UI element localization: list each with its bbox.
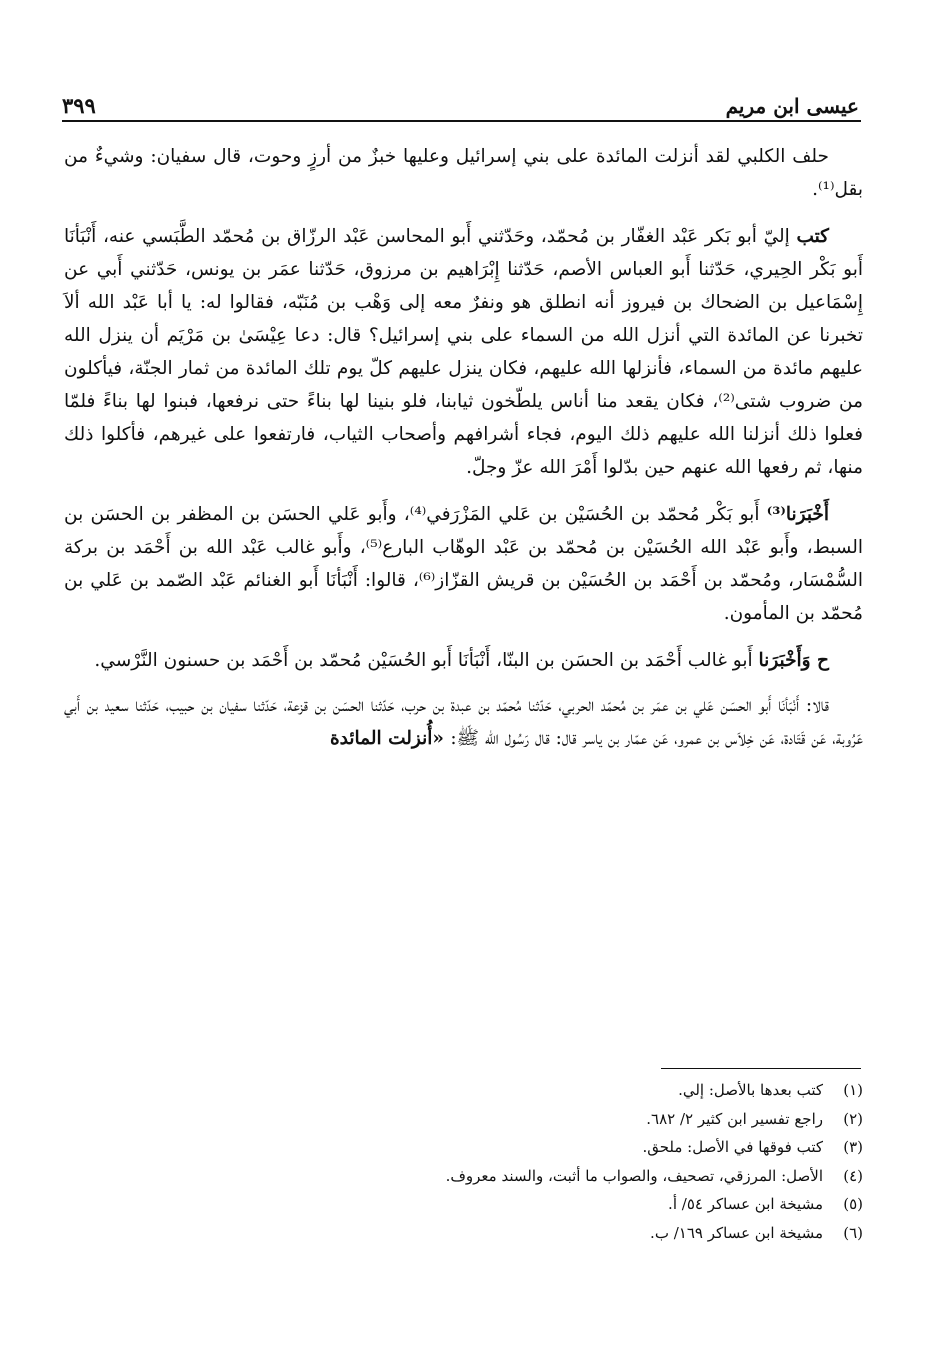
footnote-text: كتب بعدها بالأصل: إلي. — [678, 1081, 823, 1099]
footnote-mark: (٢) — [843, 1109, 863, 1128]
footnote-3 — [64, 1133, 863, 1162]
paragraph-1 — [64, 140, 863, 206]
footnote-mark: (٥) — [843, 1195, 863, 1213]
footnote-text: مشيخة ابن عساكر ٥٤/ أ. — [668, 1195, 823, 1213]
footnote-mark: (١) — [843, 1081, 863, 1099]
footnote-divider — [661, 1068, 861, 1069]
running-title: عيسى ابن مريم — [725, 94, 859, 118]
paragraph-2 — [64, 220, 863, 484]
paragraph-text: أَبو بَكْر مُحمّد بن الحُسَيْن بن عَلي المَزْرَفي⁽⁴⁾، وأَبو عَلي الحسَن بن المظفر بن الحسَن بن السبط، وأَبو عَبْد الله الحُسَيْن بن مُحمّد بن عَبْد الوهّاب البارع⁽⁵⁾، وأَبو غالب عَبْد الله بن أَحْمَد بن بركة السُّمْسَار، ومُحمّد بن أَحْمَد بن الحُسَيْن بن قريش القزّاز⁽⁶⁾، قالوا: أَنْبَأنَا أَبو الغنائم عَبْد الصّمد بن عَلي بن مُحمّد بن المأمون. — [64, 504, 863, 624]
header-divider — [62, 120, 861, 122]
hadith-quote-start: «أُنزلت المائدة — [329, 728, 451, 749]
paragraph-lead: كتب — [796, 226, 829, 247]
footnote-text: مشيخة ابن عساكر ١٦٩/ ب. — [650, 1223, 823, 1242]
footnote-text: راجع تفسير ابن كثير ٢/ ٦٨٢. — [646, 1109, 823, 1128]
page-number: ٣٩٩ — [62, 93, 96, 118]
paragraph-text: إليّ أبو بَكر عَبْد الغفّار بن مُحمّد، وحَدّثني أَبو المحاسن عَبْد الرزّاق بن مُحمّد الطَّبَسي عنه، أَنْبَأنَا أَبو بَكْر الحِيري، حَدّثنا أَبو العباس الأصم، حَدّثنا إِبْرَاهيم بن مرزوق، حَدّثنا عمَر بن يونس، حَدّثني أَبي عن إِسْمَاعيل بن الضحاك بن فيروز أنه انطلق هو ونفرٌ معه إلى وَهْب بن مُنَبّه، فقالوا له: يا أبا عَبْد الله ألاَ تخبرنا عن المائدة التي أنزل الله من السماء على بني إسرائيل؟ قال: دعا عِيْسَىٰ بن مَرْيَم أن ينزل الله عليهم مائدة من السماء، فأنزلها الله عليهم، فكان ينزل عليهم كلّ يوم تلك المائدة من ثمار الجنّة، فيأكلون من ضروب شتى⁽²⁾، فكان يقعد منا أناس يلطّخون ثيابنا، فلو بنينا لها بناءً حتى نرفعها، فبنوا لها بناءً فلمّا فعلوا ذلك أنزلنا الله عليهم ذلك اليوم، فجاء أشرافهم وأصحاب الثياب، فارتفعوا على غيرهم، فأكلوا ذلك منها، ثم رفعها الله عنهم حين بدّلوا أَمْرَ الله عزّ وجلّ. — [64, 226, 863, 478]
footnote-text: كتب فوقها في الأصل: ملحق. — [642, 1138, 823, 1156]
footnote-mark: (٣) — [843, 1138, 863, 1156]
footnote-text: الأصل: المرزقي، تصحيف، والصواب ما أثبت، والسند معروف. — [445, 1166, 823, 1185]
paragraph-4 — [64, 644, 863, 677]
paragraph-text: أَبو غالب أَحْمَد بن الحسَن بن البنّا، أَنْبَأنَا أَبو الحُسَيْن مُحمّد بن أَحْمَد بن حسنون النَّرْسي. — [94, 650, 759, 671]
paragraph-text: حلف الكلبي لقد أنزلت المائدة على بني إسرائيل وعليها خبزٌ من أرزٍ وحوت، قال سفيان: وشيءٌ من بقل⁽¹⁾. — [64, 146, 863, 200]
main-text — [64, 140, 863, 769]
paragraph-5 — [64, 689, 863, 755]
paragraph-text: قالا: أَنْبَأنَا أَبو الحسَن عَلي بن عمَر بن مُحمّد الحربي، حَدّثنا مُحمّد بن عبدة بن حرب، حَدّثنا الحسَن بن قزعة، حَدّثنا سفيان بن حبيب، حَدّثنا سعيد بن أَبي عَرُوبة، عَن قَتَادة، عَن خِلاَس بن عمرو، عَن عمّار بن ياسر قال: قال رَسُول الله ﷺ: — [64, 695, 863, 749]
footnote-4 — [64, 1162, 863, 1191]
running-header — [62, 86, 859, 118]
paragraph-lead: أَخْبَرَنا⁽³⁾ — [766, 504, 829, 525]
footnote-1 — [64, 1076, 863, 1105]
paragraph-3 — [64, 498, 863, 630]
footnote-mark: (٤) — [843, 1166, 863, 1185]
footnote-mark: (٦) — [843, 1223, 863, 1242]
footnote-2 — [64, 1105, 863, 1134]
footnote-6 — [64, 1219, 863, 1248]
paragraph-lead: ح وَأَخْبَرَنا — [758, 650, 829, 671]
footnotes — [64, 1076, 863, 1247]
footnote-5 — [64, 1190, 863, 1219]
